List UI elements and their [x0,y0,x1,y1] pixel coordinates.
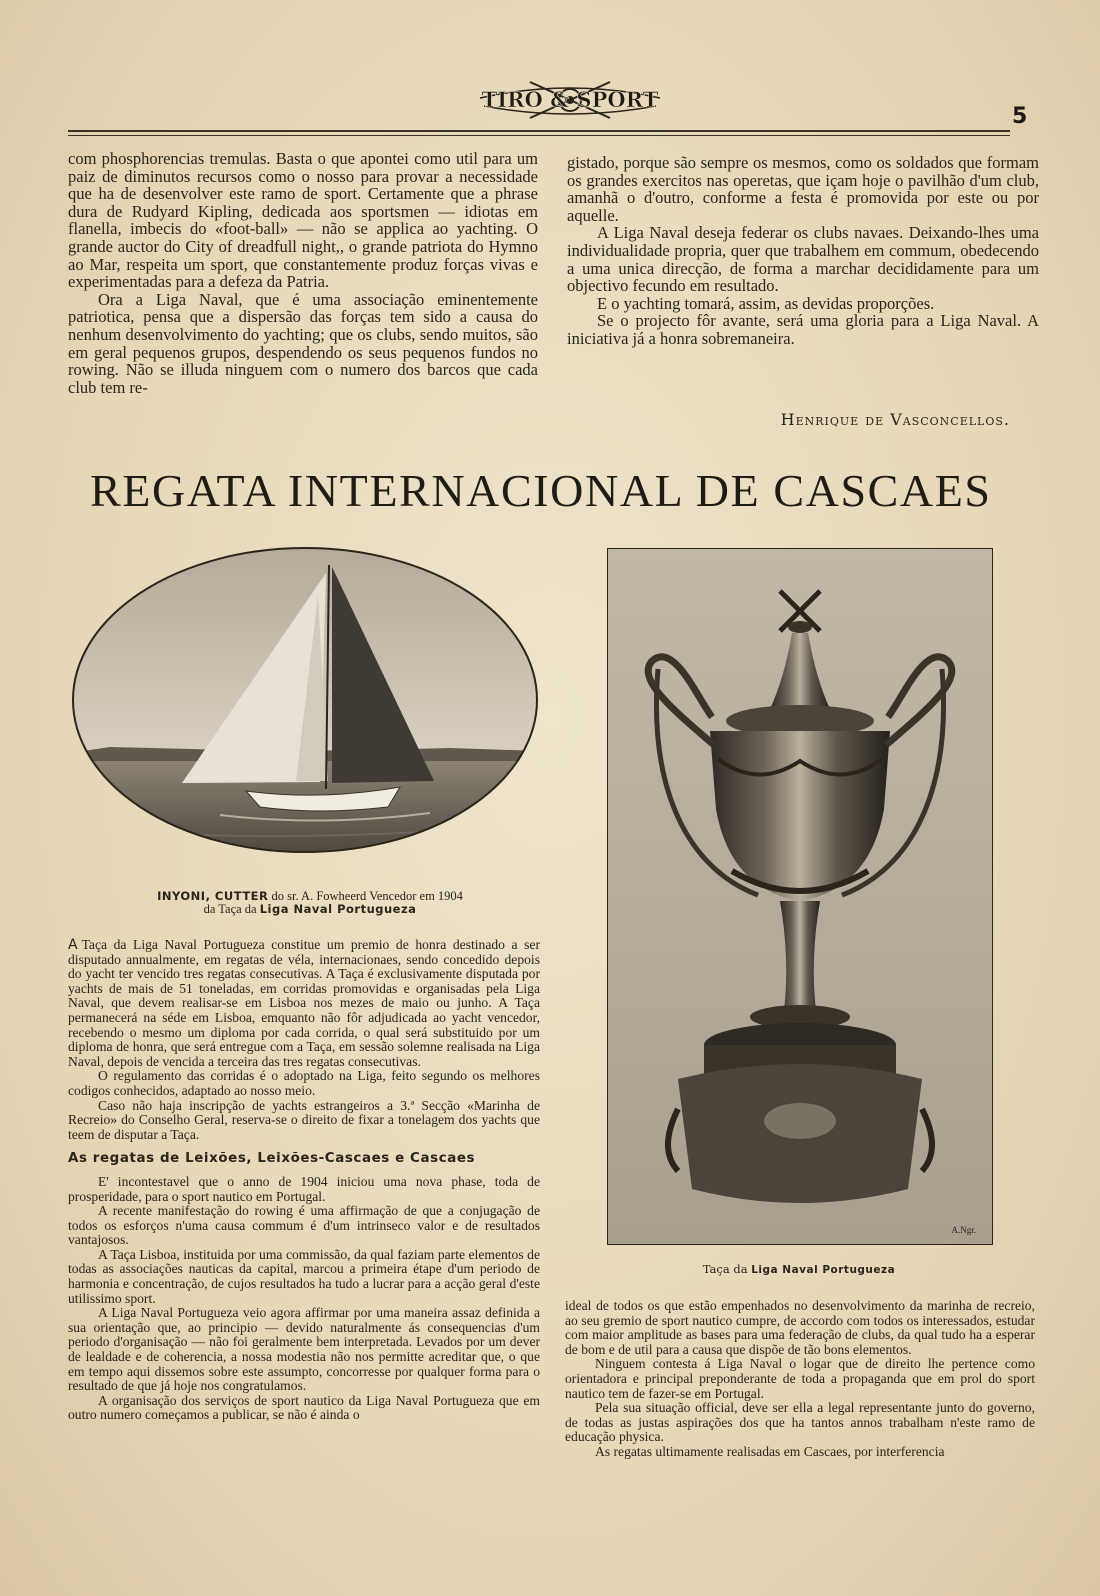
caption-text: da Taça da [203,902,260,916]
yacht-photo [70,545,540,855]
paragraph: A Liga Naval Portugueza veio agora affirmar por uma maneira assaz definida a sua orientação que, ao principio — devido naturalmente ás consequencias d'um periodo d'organisação — não foi geralmente bem interpretada. Levados por um dever de lealdade e de coherencia, a nossa modestia não nos permitte acreditar que, o que em tempo aqui dissemos sobre este assumpto, concorresse por qualquer forma para o resultado de que já hoje nos congratulamos. [68,1305,540,1394]
header-rule-thin [68,135,1010,136]
article-bottom-left-column [68,938,540,1423]
paragraph: A recente manifestação do rowing é uma affirmação de que a conjugação de todos os esforços n'uma causa commum é d'um intrinseco valor e de resultados vantajosos. [68,1203,540,1248]
paragraph: A Liga Naval deseja federar os clubs navaes. Deixando-lhes uma individualidade propria, quer que trabalhem em commum, obedecendo a uma unica direcção, de forma a marchar decididamente para um objectivo fecundo em resultado. [567,223,1039,296]
paragraph: ideal de todos os que estão empenhados no desenvolvimento da marinha de recreio, ao seu gremio de sport nautico cumpre, de accordo com todos os interessados, estudar com maior amplitude as bases para uma federação de clubs, da qual tudo ha a esperar de bom e de util para a causa que dispõe de tão bons elementos. [565,1298,1035,1357]
paragraph: Se o projecto fôr avante, será uma gloria para a Liga Naval. A iniciativa já a honra sobremaneira. [567,311,1039,348]
paragraph: A organisação dos serviços de sport nautico da Liga Naval Portugueza que em outro numero começamos a publicar, se não é ainda o [68,1392,540,1423]
header-rule [68,130,1010,132]
paragraph: E' incontestavel que o anno de 1904 iniciou uma nova phase, toda de prosperidade, para o sport nautico em Portugal. [68,1173,540,1204]
initial-glyph: A [68,937,78,953]
paragraph: O regulamento das corridas é o adoptado na Liga, feito segundo os melhores codigos conhecidos, adaptado ao nosso meio. [68,1068,540,1098]
paragraph: Taça da Liga Naval Portugueza constitue um premio de honra destinado a ser disputado annualmente, em regatas de véla, internacionaes, sendo concedido depois do yacht ter vencido tres regatas consecutivas. A Taça é exclusivamente disputada por yachts de mais de 51 toneladas, em corridas promovidas e organisadas pela Liga Naval, que devem realisar-se em Lisboa nos mezes de maio ou junho. A Taça permanecerá na séde em Lisboa, emquanto não fôr adjudicada ao yacht vencedor, recebendo o mesmo um diploma por cada corrida, o qual será substituido por um diploma de honra, que será entregue com a Taça, em sessão solemne realisada na Liga Naval, depois de vencida a terceira das tres regatas consecutivas. [68,937,540,1069]
page-number: 5 [1012,104,1028,129]
article-headline: REGATA INTERNACIONAL DE CASCAES [90,465,992,516]
paragraph: Caso não haja inscripção de yachts estrangeiros a 3.ª Secção «Marinha de Recreio» do Conselho Geral, reserva-se o direito de fixar a tonelagem dos yachts que teem de disputar a Taça. [68,1097,540,1142]
masthead-emblem [470,70,670,126]
trophy-cup-illustration [608,549,992,1244]
paragraph: As regatas ultimamente realisadas em Cascaes, por interferencia [595,1443,945,1459]
caption-text: Taça da [702,1262,752,1276]
section-subheading: As regatas de Leixões, Leixões-Cascaes e Cascaes [68,1151,476,1167]
article-bottom-right-column [565,1299,1035,1460]
masthead-logo [470,70,670,126]
caption-text: do sr. A. Fowheerd Vencedor em 1904 [268,889,463,903]
paragraph: Ninguem contesta á Liga Naval o logar que de direito lhe pertence como orientadora e principal preponderante de toda a propaganda que em prol do sport nautico tem de fazer-se em Portugal. [565,1356,1035,1401]
article-top-left-column [68,150,538,396]
paragraph: Ora a Liga Naval, que é uma associação eminentemente patriotica, pensa que a dispersão das forças tem sido a causa do nenhum desenvolvimento do yachting; que os clubs, sendo muitos, são em geral pequenos grupos, despendendo os seus pequenos fundos no rowing. Não se illuda ninguem com o numero dos barcos que cada club tem re- [68,289,538,397]
paragraph: E o yachting tomará, assim, as devidas proporções. [597,293,935,313]
author-signature: Henrique de Vasconcellos. [780,410,1010,429]
yacht-caption [120,890,500,916]
paragraph: Pela sua situação official, deve ser ella a legal representante junto do governo, de todas as justas aspirações dos que ha tantos annos trabalham n'este ramo de educação physica. [565,1400,1035,1445]
artist-mark: A.Ngr. [951,1225,976,1235]
caption-bold: Liga Naval Portugueza [751,1264,896,1276]
article-top-right-column [567,154,1039,348]
masthead-title: TIRO & SPORT [481,87,659,112]
caption-bold: Liga Naval Portugueza [259,902,417,916]
paragraph: com phosphorencias tremulas. Basta o que apontei como util para um paiz de diminutos recursos como o nosso para provar a necessidade que ha de desenvolver este ramo de sport. Certamente que a phrase dura de Rudyard Kipling, dedicada aos sportsmen — idiotas em flanella, imbecis do «foot-ball» — não se applica ao yachting. O grande auctor do City of dreadfull night,, o grande patriota do Hymno ao Mar, respeita um sport, que constantemente produz forças vivas e experimentadas para a defeza da Patria. [68,149,538,292]
sailboat-illustration [70,545,540,855]
paragraph: gistado, porque são sempre os mesmos, como os soldados que formam os grandes exercitos nas operetas, que içam hoje o pavilhão d'um club, amanhã o d'outro, conforme a festa é promovida por este ou por aquelle. [567,153,1039,225]
caption-bold: INYONI, CUTTER [157,889,269,903]
trophy-caption [607,1262,991,1276]
paragraph: A Taça Lisboa, instituida por uma commissão, da qual faziam parte elementos de todas as associações nauticas da capital, marcou a primeira étape d'um periodo de harmonia e concentração, de cujos resultados ha tudo a lucrar para a acção geral d'este utilissimo sport. [68,1246,540,1306]
trophy-photo [607,548,993,1245]
